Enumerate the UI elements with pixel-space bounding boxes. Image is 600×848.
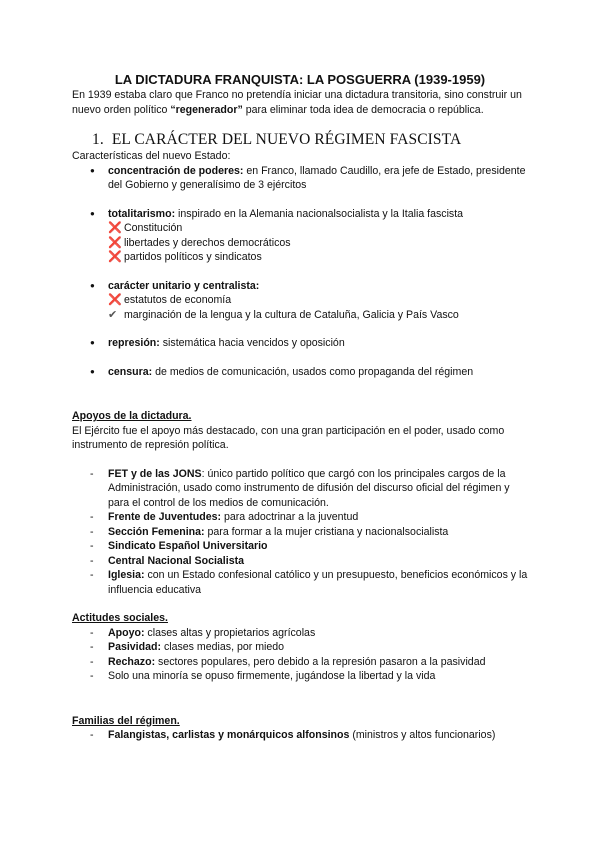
item-term: Frente de Juventudes: [108, 511, 222, 523]
characteristic-term: carácter unitario y centralista: [108, 279, 260, 292]
characteristic-item [90, 365, 528, 380]
sub-item-text: libertades y derechos democráticos [123, 236, 291, 249]
item-term: Iglesia: [108, 569, 145, 581]
item-term: FET y de las JONS [108, 467, 202, 480]
familias-heading: Familias del régimen. [72, 714, 180, 727]
list-item [90, 467, 528, 511]
item-term: Pasividad: [108, 641, 161, 653]
cross-icon: ❌ [108, 294, 122, 306]
sub-item [108, 293, 528, 308]
list-item [90, 640, 528, 655]
section-1-number: 1. [92, 131, 104, 148]
list-item [90, 510, 528, 525]
characteristic-text: en Franco, llamado Caudillo, era jefe de Estado, presidente del Gobierno y generalísimo de 3 ejércitos [108, 164, 526, 191]
cross-icon: ❌ [108, 251, 122, 263]
sub-item-text: partidos políticos y sindicatos [123, 251, 262, 263]
characteristic-term: totalitarismo: [108, 207, 176, 220]
characteristic-term: concentración de poderes: [108, 164, 244, 177]
cross-icon: ❌ [108, 236, 122, 249]
characteristic-text: inspirado en la Alemania nacionalsocialista y la Italia fascista [175, 207, 464, 220]
characteristic-item [90, 279, 528, 323]
apoyos-lead: El Ejército fue el apoyo más destacado, con una gran participación en el poder, usado como instrumento de represión política. [72, 424, 505, 451]
list-item [90, 669, 528, 684]
characteristic-item [90, 164, 528, 193]
item-text: (ministros y altos funcionarios) [349, 729, 496, 741]
list-item [90, 554, 528, 569]
item-term: Rechazo: [108, 655, 156, 668]
list-item [90, 568, 528, 597]
apoyos-heading: Apoyos de la dictadura. [72, 410, 192, 422]
item-term: Sindicato Español Universitario [108, 540, 268, 552]
sub-item [108, 308, 528, 323]
characteristic-text: de medios de comunicación, usados como propaganda del régimen [152, 365, 474, 378]
check-icon: ✔ [108, 308, 118, 321]
item-term: Central Nacional Socialista [108, 554, 245, 567]
intro-paragraph [72, 88, 528, 117]
cross-icon: ❌ [108, 222, 122, 234]
section-1-title: EL CARÁCTER DEL NUEVO RÉGIMEN FASCISTA [111, 131, 462, 148]
characteristic-item [90, 336, 528, 351]
list-item [90, 539, 528, 554]
item-text: Solo una minoría se opuso firmemente, jugándose la libertad y la vida [108, 670, 436, 682]
actitudes-list [72, 626, 528, 684]
sub-item-text: marginación de la lengua y la cultura de Cataluña, Galicia y País Vasco [123, 308, 459, 321]
characteristic-text: sistemática hacia vencidos y oposición [159, 337, 345, 349]
item-text: sectores populares, pero debido a la represión pasaron a la pasividad [155, 655, 486, 668]
list-item [90, 626, 528, 641]
item-text: para adoctrinar a la juventud [221, 511, 359, 523]
characteristic-term: represión: [108, 337, 160, 349]
section-1-heading [92, 131, 528, 149]
sub-item [108, 250, 528, 265]
sub-item-text: estatutos de economía [123, 294, 232, 306]
characteristic-term: censura: [108, 365, 153, 378]
item-text: para formar a la mujer cristiana y nacionalsocialista [204, 525, 449, 538]
document-title: LA DICTADURA FRANQUISTA: LA POSGUERRA (1939-1959) [114, 72, 486, 87]
characteristics-list [72, 164, 528, 380]
actitudes-heading: Actitudes sociales. [72, 612, 168, 624]
list-item [90, 655, 528, 670]
apoyos-list [72, 467, 528, 598]
sub-item [108, 236, 528, 251]
familias-list [72, 728, 528, 743]
intro-bold: “regenerador” [170, 103, 243, 116]
item-term: Falangistas, carlistas y monárquicos alfonsinos [108, 729, 350, 741]
list-item [90, 525, 528, 540]
item-text: : único partido político que cargó con los principales cargos de la Administración, usado como instrumento de difusión del discurso oficial del régimen y para el control de los medios de comunicación. [108, 467, 510, 509]
sub-item [108, 221, 528, 236]
section-1-lead: Características del nuevo Estado: [72, 150, 231, 162]
item-term: Apoyo: [108, 626, 145, 639]
characteristic-item [90, 207, 528, 265]
item-text: clases altas y propietarios agrícolas [144, 626, 316, 639]
intro-text-2: para eliminar toda idea de democracia o república. [242, 103, 484, 116]
intro-text-1: En 1939 estaba claro que Franco no pretendía iniciar una dictadura transitoria, sino construir un nuevo orden político [72, 89, 522, 116]
item-text: con un Estado confesional católico y un presupuesto, beneficios económicos y la influencia educativa [108, 569, 528, 596]
item-term: Sección Femenina: [108, 525, 205, 538]
list-item [90, 728, 528, 743]
item-text: clases medias, por miedo [161, 641, 285, 653]
sub-item-text: Constitución [123, 222, 183, 234]
